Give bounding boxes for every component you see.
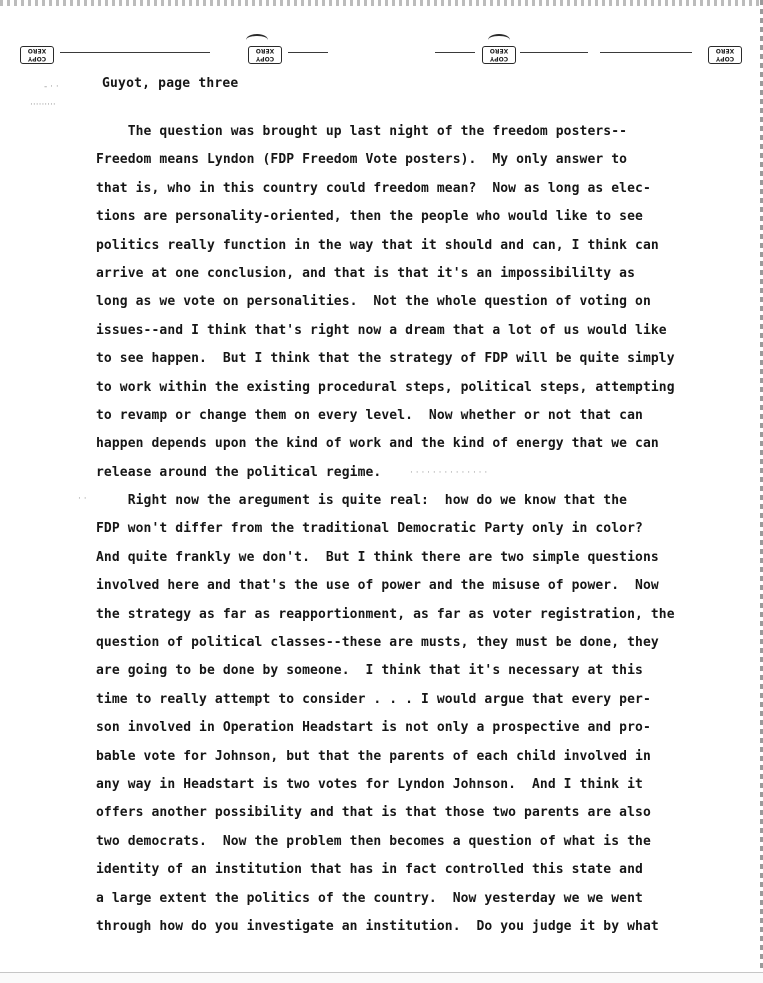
text-line: through how do you investigate an institution. Do you judge it by what xyxy=(96,918,659,934)
stamp-line: COPY xyxy=(489,55,509,62)
text-line: the strategy as far as reapportionment, as far as voter registration, the xyxy=(96,606,675,622)
stamp-line: COPY xyxy=(27,55,47,62)
text-line: And quite frankly we don't. But I think there are two simple questions xyxy=(96,549,659,565)
header-rule xyxy=(60,52,210,53)
text-line: identity of an institution that has in fact controlled this state and xyxy=(96,862,643,878)
text-line: tions are personality-oriented, then the people who would like to see xyxy=(96,209,643,225)
stamp-line: XERO xyxy=(255,47,275,54)
text-line: issues--and I think that's right now a dream that a lot of us would like xyxy=(96,322,667,338)
stamp-line: COPY xyxy=(255,55,275,62)
text-line: arrive at one conclusion, and that is that it's an impossibililty as xyxy=(96,265,636,281)
text-line: that is, who in this country could freedom mean? Now as long as elec- xyxy=(96,180,651,196)
header-rule xyxy=(435,52,475,53)
text-line: politics really function in the way that it should and can, I think can xyxy=(96,237,659,253)
text-line: release around the political regime. xyxy=(96,464,382,480)
text-line: question of political classes--these are musts, they must be done, they xyxy=(96,635,659,651)
scan-speck: · · · · · · · · · · · · · · xyxy=(410,468,488,478)
text-line: a large extent the politics of the country. Now yesterday we we went xyxy=(96,890,643,906)
document-body xyxy=(96,118,736,941)
text-line: The question was brought up last night of the freedom posters-- xyxy=(96,124,628,139)
text-line: Right now the aregument is quite real: how do we know that the xyxy=(96,493,628,509)
text-line: son involved in Operation Headstart is not only a prospective and pro- xyxy=(96,720,651,736)
header-rule xyxy=(600,52,692,53)
text-line: involved here and that's the use of power and the misuse of power. Now xyxy=(96,578,659,594)
xerox-copy-stamp xyxy=(248,46,282,64)
page-title: Guyot, page three xyxy=(102,76,239,91)
scan-speck: - · · xyxy=(44,82,59,92)
text-line: FDP won't differ from the traditional Democratic Party only in color? xyxy=(96,521,643,537)
text-line: Freedom means Lyndon (FDP Freedom Vote posters). My only answer to xyxy=(96,152,628,168)
text-line: happen depends upon the kind of work and the kind of energy that we can xyxy=(96,436,659,452)
punch-mark xyxy=(488,34,510,46)
text-line: long as we vote on personalities. Not the whole question of voting on xyxy=(96,294,651,310)
text-line: offers another possibility and that is that those two parents are also xyxy=(96,805,651,821)
text-line: two democrats. Now the problem then becomes a question of what is the xyxy=(96,833,651,849)
text-line: time to really attempt to consider . . . I would argue that every per- xyxy=(96,691,651,707)
scan-bottom-edge xyxy=(0,972,763,983)
xerox-copy-stamp xyxy=(482,46,516,64)
header-rule xyxy=(288,52,328,53)
text-line: bable vote for Johnson, but that the parents of each child involved in xyxy=(96,748,651,764)
scan-speck: · · xyxy=(78,494,87,504)
scan-speck: ········· xyxy=(30,100,56,110)
text-line: to revamp or change them on every level. Now whether or not that can xyxy=(96,407,643,423)
text-line: to see happen. But I think that the strategy of FDP will be quite simply xyxy=(96,351,675,367)
stamp-line: COPY xyxy=(715,55,735,62)
stamp-line: XERO xyxy=(489,47,509,54)
stamp-line: XERO xyxy=(715,47,735,54)
xerox-copy-stamp xyxy=(708,46,742,64)
scan-top-edge xyxy=(0,0,763,6)
text-line: to work within the existing procedural steps, political steps, attempting xyxy=(96,379,675,395)
stamp-line: XERO xyxy=(27,47,47,54)
xerox-copy-stamp xyxy=(20,46,54,64)
text-line: any way in Headstart is two votes for Lyndon Johnson. And I think it xyxy=(96,776,643,792)
header-rule xyxy=(520,52,588,53)
text-line: are going to be done by someone. I think that it's necessary at this xyxy=(96,663,643,679)
punch-mark xyxy=(246,34,268,46)
